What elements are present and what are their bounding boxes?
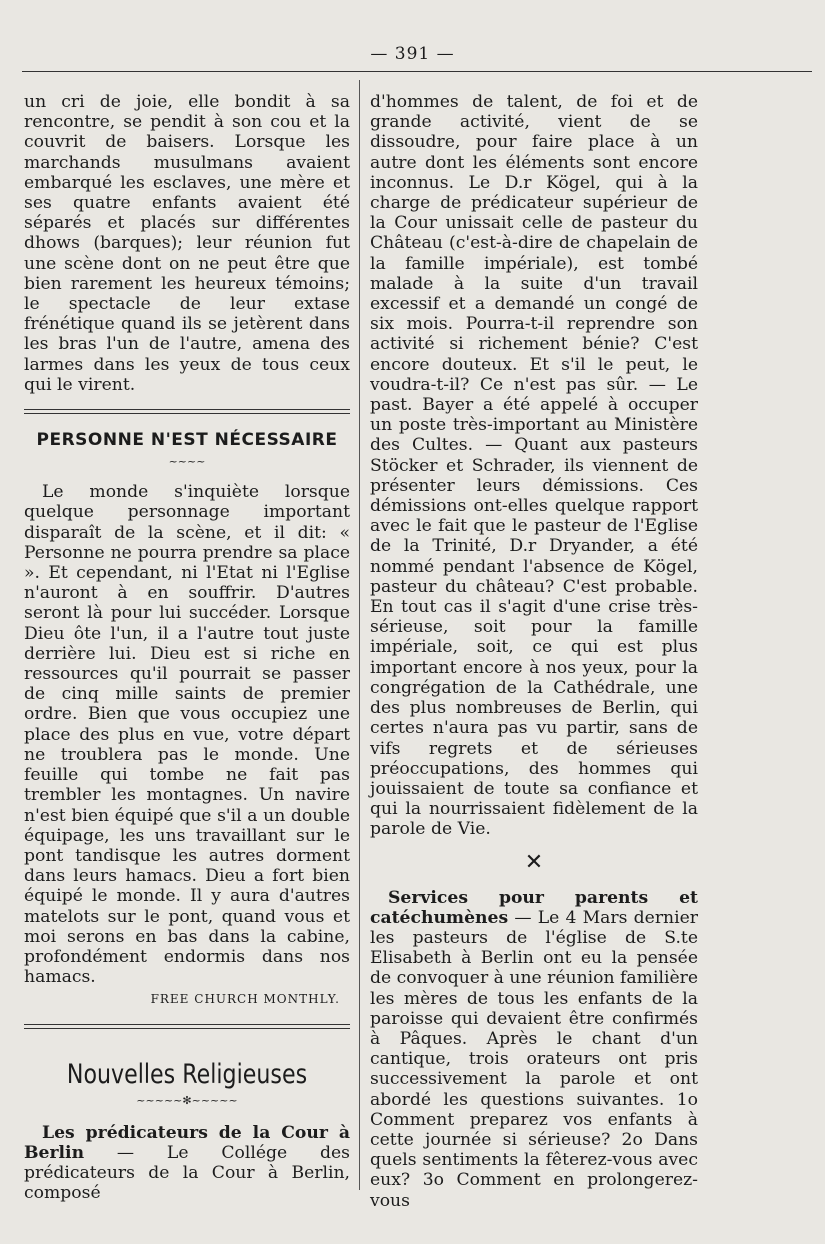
left-column [24, 92, 350, 1203]
article-body: — Le Collége des prédicateurs de la Cour à Berlin, composé [24, 1142, 350, 1204]
ornament-2: ~~~~~✻~~~~~ [136, 1093, 238, 1107]
section-rule [24, 409, 350, 414]
left-paragraph-2: Le monde s'inquiète lorsque quelque personnage important disparaît de la scène, et il dit: « Personne ne pourra prendre sa place ». Et cependant, ni l'Etat ni l'Eglise n'auront à en souffrir. D'autres seront là pour lui succéder. Lorsque Dieu ôte l'un, il a l'autre tout juste derrière lui. Dieu est si riche en ressources qu'il pourrait se passer de cinq mille saints de premier ordre. Bien que vous occupiez une place des plus en vue, votre départ ne troublera pas le monde. Une feuille qui tombe ne fait pas trembler les montagnes. Un navire n'est bien équipé que s'il a un double équipage, les uns travaillant sur le pont tandisque les autres dorment dans leurs hamacs. Dieu a fort bien équipé le monde. Il y aura d'autres matelots sur le pont, quand vous et moi serons en bas dans la cabine, profondément endormis dans nos hamacs. [24, 482, 350, 988]
article-title: PERSONNE N'EST NÉCESSAIRE [36, 430, 338, 451]
column-divider [359, 80, 360, 1190]
right-column [370, 92, 698, 1211]
article-lede-2: Services pour parents et catéchumènes [370, 887, 698, 928]
ornament: ~~~~ [168, 455, 206, 469]
right-paragraph-2 [370, 888, 698, 1211]
article-lede: Les prédicateurs de la Cour à Berlin [24, 1122, 350, 1163]
separator-mark: ✕ [524, 849, 544, 875]
source-signature: FREE CHURCH MONTHLY. [150, 992, 340, 1007]
article-body-2: — Le 4 Mars dernier les pasteurs de l'église de S.te Elisabeth à Berlin ont eu la pensée de convoquer à une réunion familière les mères de tous les enfants de la paroisse qui devaient être confirmés à Pâques. Après le chant d'un cantique, trois orateurs ont pris successivement la parole et ont abordé les questions suivantes. 1o Comment preparez vos enfants à cette journée si sérieuse? 2o Dans quels sentiments la fêterez-vous avec eux? 3o Comment en prolongerez-vous [370, 907, 699, 1211]
header-rule [22, 71, 812, 72]
left-paragraph-1: un cri de joie, elle bondit à sa rencontre, se pendit à son cou et la couvrit de baisers. Lorsque les marchands musulmans avaient embarqué les esclaves, une mère et ses quatre enfants avaient été séparés et placés sur différentes dhows (barques); leur réunion fut une scène dont on ne peut être que bien rarement les heureux témoins; le spectacle de leur extase frénétique quand ils se jetèrent dans les bras l'un de l'autre, amena des larmes dans les yeux de tous ceux qui le virent. [24, 92, 350, 395]
left-paragraph-3 [24, 1123, 350, 1204]
section-rule-2 [24, 1024, 350, 1029]
page-number: — 391 — [370, 44, 455, 64]
section-title: Nouvelles Religieuses [66, 1058, 308, 1090]
right-paragraph-1: d'hommes de talent, de foi et de grande activité, vient de se dissoudre, pour faire place à un autre dont les éléments sont encore inconnus. Le D.r Kögel, qui à la charge de prédicateur supérieur de la Cour unissait celle de pasteur du Château (c'est-à-dire de chapelain de la famille impériale), est tombé malade à la suite d'un travail excessif et a demandé un congé de six mois. Pourra-t-il reprendre son activité si richement bénie? C'est encore douteux. Et s'il le peut, le voudra-t-il? Ce n'est pas sûr. — Le past. Bayer a été appelé à occuper un poste très-important au Ministère des Cultes. — Quant aux pasteurs Stöcker et Schrader, ils viennent de présenter leurs démissions. Ces démissions ont-elles quelque rapport avec le fait que le pasteur de l'Eglise de la Trinité, D.r Dryander, a été nommé pendant l'absence de Kögel, pasteur du château? C'est probable. En tout cas il s'agit d'une crise très-sérieuse, soit pour la famille impériale, soit, ce qui est plus important encore à nos yeux, pour la congrégation de la Cathédrale, une des plus nombreuses de Berlin, qui certes n'aura pas vu partir, sans de vifs regrets et de sérieuses préoccupations, des hommes qui jouissaient de toute sa confiance et qui la nourrissaient fidèlement de la parole de Vie. [370, 92, 698, 840]
